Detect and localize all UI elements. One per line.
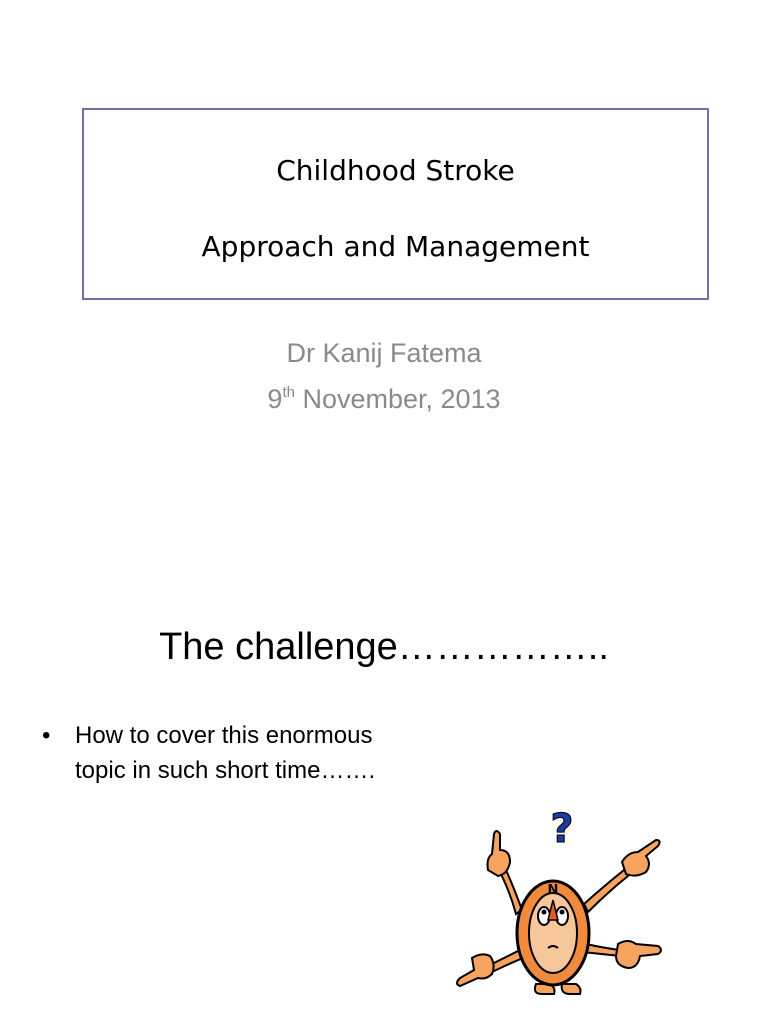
upper-right-hand-icon	[622, 840, 660, 876]
author-name: Dr Kanij Fatema	[286, 338, 482, 368]
title-line-2: Approach and Management	[201, 230, 590, 263]
slide-title: The challenge……………..	[159, 626, 609, 668]
presentation-date	[0, 384, 768, 415]
date-ordinal-suffix: th	[282, 384, 295, 401]
title-box	[82, 108, 709, 300]
upper-right-arm	[584, 870, 628, 912]
compass-letter: N	[547, 883, 559, 898]
upper-left-arm	[500, 870, 522, 914]
bullet-marker: •	[42, 722, 51, 749]
right-foot	[562, 984, 581, 994]
confused-compass-character-icon	[452, 808, 668, 998]
date-day: 9	[267, 384, 283, 414]
title-line-1: Childhood Stroke	[276, 154, 515, 187]
upper-left-hand-icon	[488, 831, 511, 876]
lower-left-hand-icon	[457, 954, 494, 986]
bullet-text: How to cover this enormous topic in such short time…….	[75, 722, 376, 784]
question-mark-icon: ?	[550, 808, 574, 852]
date-month-year: November, 2013	[294, 384, 501, 414]
lower-right-hand-icon	[616, 941, 661, 968]
